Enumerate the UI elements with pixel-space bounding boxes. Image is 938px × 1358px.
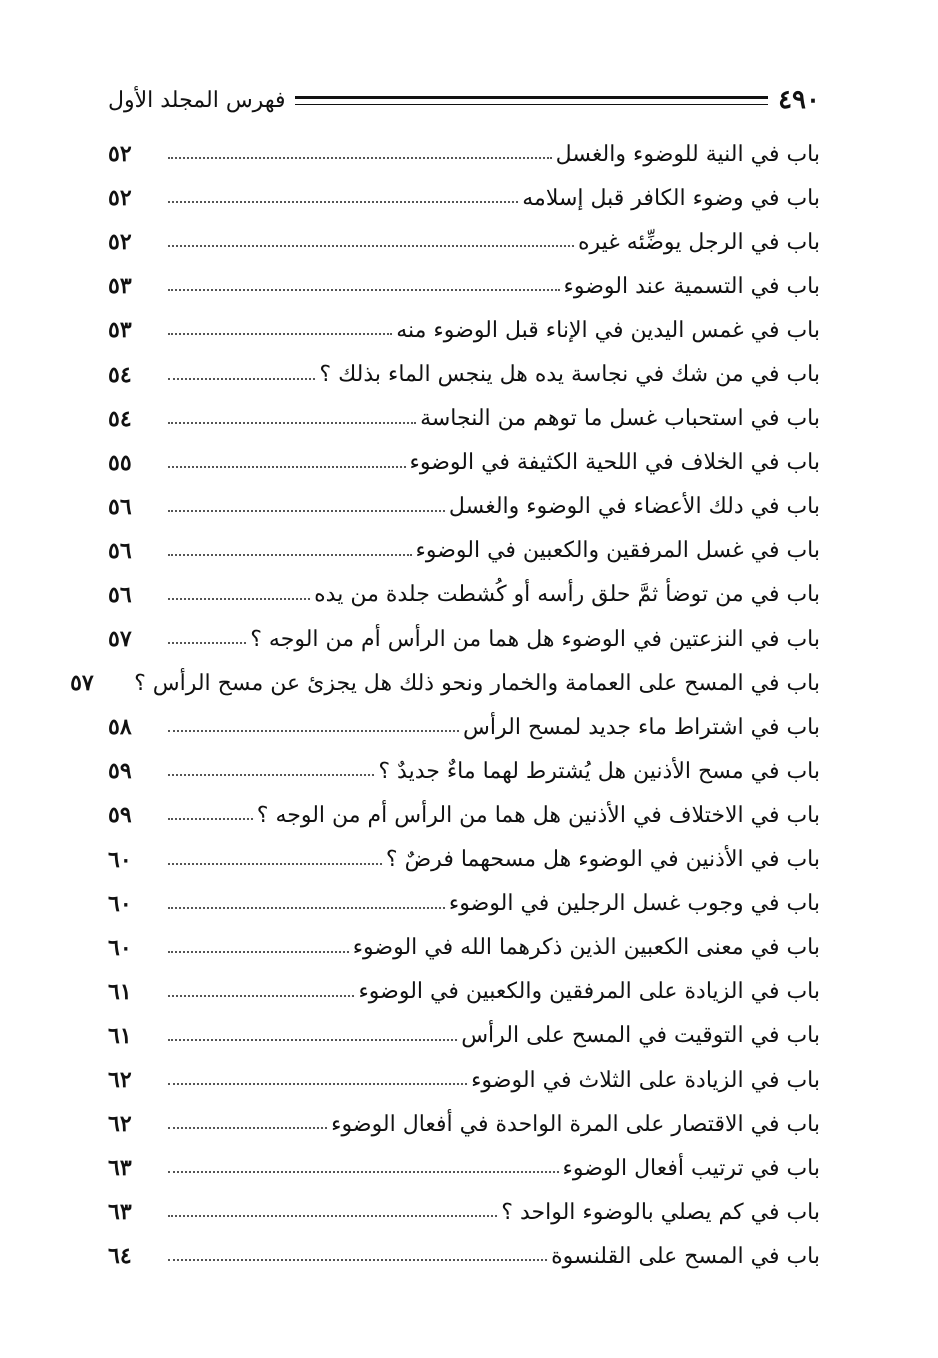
- dot-leader: [168, 1215, 497, 1217]
- toc-entry-title: باب في اشتراط ماء جديد لمسح الرأس: [463, 714, 820, 740]
- toc-entry-title: باب في استحباب غسل ما توهم من النجاسة: [420, 406, 820, 432]
- toc-entry: [108, 397, 820, 441]
- dot-leader: [168, 466, 406, 468]
- toc-entry-page: ٦٠: [108, 846, 132, 873]
- toc-entry: [70, 661, 820, 705]
- page-number: ٤٩٠: [778, 85, 820, 115]
- dot-leader: [168, 1259, 547, 1261]
- toc-entry: [108, 705, 820, 749]
- toc-entry-title: باب في ترتيب أفعال الوضوء: [562, 1155, 820, 1181]
- toc-entry-page: ٦٠: [108, 890, 132, 917]
- dot-leader: [168, 289, 560, 291]
- toc-entry-title: باب في الزيادة على الثلاث في الوضوء: [471, 1067, 820, 1093]
- dot-leader: [168, 1171, 559, 1173]
- toc-entry-title: باب في كم يصلي بالوضوء الواحد ؟: [501, 1199, 820, 1225]
- toc-entry: [108, 1058, 820, 1102]
- toc-entry-page: ٦٠: [108, 934, 132, 961]
- dot-leader: [168, 1083, 467, 1085]
- dot-leader: [168, 995, 354, 997]
- dot-leader: [168, 642, 246, 644]
- toc-entry-title: باب في النزعتين في الوضوء هل هما من الرأس أم من الوجه ؟: [250, 626, 820, 652]
- toc-entry-title: باب في المسح على العمامة والخمار ونحو ذلك هل يجزئ عن مسح الرأس ؟: [134, 670, 820, 696]
- toc-entry-title: باب في معنى الكعبين الذين ذكرهما الله في الوضوء: [352, 935, 820, 961]
- dot-leader: [168, 598, 310, 600]
- toc-entry: [108, 926, 820, 970]
- toc-entry: [108, 352, 820, 396]
- toc-entry-page: ٥٢: [108, 185, 132, 212]
- toc-entry: [108, 441, 820, 485]
- toc-entry-page: ٥٧: [70, 670, 94, 697]
- dot-leader: [168, 774, 374, 776]
- toc-entry: [108, 485, 820, 529]
- header-title: فهرس المجلد الأول: [108, 87, 286, 113]
- toc-entry-title: باب في وضوء الكافر قبل إسلامه: [522, 185, 820, 211]
- dot-leader: [168, 1127, 327, 1129]
- toc-entry-page: ٦٢: [108, 1111, 132, 1138]
- toc-entry-title: باب في الاختلاف في الأذنين هل هما من الرأس أم من الوجه ؟: [256, 802, 820, 828]
- dot-leader: [168, 818, 253, 820]
- dot-leader: [168, 863, 382, 865]
- toc-entry: [108, 970, 820, 1014]
- toc-entry-title: باب في من شك في نجاسة يده هل ينجس الماء بذلك ؟: [319, 362, 820, 388]
- toc-entry-title: باب في غمس اليدين في الإناء قبل الوضوء منه: [396, 317, 820, 343]
- toc-entry-page: ٥٩: [108, 802, 132, 829]
- dot-leader: [168, 510, 445, 512]
- toc-entry-page: ٦٤: [108, 1243, 132, 1270]
- toc-entry-page: ٦١: [108, 978, 132, 1005]
- toc-entry-page: ٥٢: [108, 141, 132, 168]
- header-rule: [295, 96, 768, 105]
- toc-entry-page: ٥٤: [108, 405, 132, 432]
- toc-entry-page: ٥٣: [108, 317, 132, 344]
- toc-entry: [108, 1102, 820, 1146]
- toc-entry-page: ٥٤: [108, 361, 132, 388]
- toc-entry-page: ٥٢: [108, 229, 132, 256]
- toc-entry-page: ٦٣: [108, 1199, 132, 1226]
- toc-entry: [108, 1014, 820, 1058]
- toc-entry-title: باب في النية للوضوء والغسل: [555, 141, 820, 167]
- toc-entry-page: ٥٩: [108, 758, 132, 785]
- toc-entry-title: باب في الرجل يوضِّئه غيره: [578, 229, 820, 255]
- toc-entry: [108, 1190, 820, 1234]
- dot-leader: [168, 201, 518, 203]
- dot-leader: [168, 951, 349, 953]
- dot-leader: [168, 907, 445, 909]
- toc-entry-title: باب في غسل المرفقين والكعبين في الوضوء: [415, 538, 820, 564]
- toc-entry-page: ٥٦: [108, 581, 132, 608]
- toc-entry: [108, 308, 820, 352]
- toc-entry: [108, 132, 820, 176]
- toc-entry-title: باب في الاقتصار على المرة الواحدة في أفعال الوضوء: [331, 1111, 820, 1137]
- dot-leader: [168, 730, 459, 732]
- toc-entry-page: ٦١: [108, 1022, 132, 1049]
- toc-entry-title: باب في المسح على القلنسوة: [551, 1243, 820, 1269]
- toc-entry-title: باب في مسح الأذنين هل يُشترط لهما ماءٌ جديدٌ ؟: [378, 758, 820, 784]
- toc-entry-page: ٥٦: [108, 493, 132, 520]
- toc-entry-title: باب في الزيادة على المرفقين والكعبين في الوضوء: [358, 979, 820, 1005]
- toc-entry: [108, 529, 820, 573]
- dot-leader: [168, 333, 392, 335]
- toc-entry-page: ٦٢: [108, 1067, 132, 1094]
- toc-entry-title: باب في الخلاف في اللحية الكثيفة في الوضوء: [409, 450, 820, 476]
- toc-entry-page: ٥٥: [108, 449, 132, 476]
- toc-entry: [108, 220, 820, 264]
- toc-entry: [108, 573, 820, 617]
- toc-entry: [108, 617, 820, 661]
- toc-entry-page: ٥٦: [108, 537, 132, 564]
- toc-entry-page: ٥٧: [108, 626, 132, 653]
- toc-entry-title: باب في الأذنين في الوضوء هل مسحهما فرضٌ ؟: [385, 847, 820, 873]
- dot-leader: [168, 157, 552, 159]
- dot-leader: [168, 378, 315, 380]
- toc-entry: [108, 749, 820, 793]
- toc-entry: [108, 1146, 820, 1190]
- toc-entry: [108, 1234, 820, 1278]
- toc-entry: [108, 838, 820, 882]
- toc-entry-title: باب في من توضأ ثمَّ حلق رأسه أو كُشطت جلدة من يده: [314, 582, 820, 608]
- toc-entry: [108, 882, 820, 926]
- toc-entry: [108, 793, 820, 837]
- toc-entry-page: ٦٣: [108, 1155, 132, 1182]
- toc-entry-title: باب في دلك الأعضاء في الوضوء والغسل: [448, 494, 820, 520]
- toc-entry-title: باب في التسمية عند الوضوء: [563, 273, 820, 299]
- page-header: [108, 80, 820, 120]
- dot-leader: [168, 554, 412, 556]
- toc-entry: [108, 176, 820, 220]
- dot-leader: [168, 245, 574, 247]
- toc-entry-title: باب في وجوب غسل الرجلين في الوضوء: [448, 891, 820, 917]
- toc-entry: [108, 264, 820, 308]
- toc-entry-title: باب في التوقيت في المسح على الرأس: [461, 1023, 820, 1049]
- dot-leader: [168, 422, 416, 424]
- table-of-contents: [70, 132, 820, 1278]
- toc-entry-page: ٥٣: [108, 273, 132, 300]
- dot-leader: [168, 1039, 457, 1041]
- toc-entry-page: ٥٨: [108, 714, 132, 741]
